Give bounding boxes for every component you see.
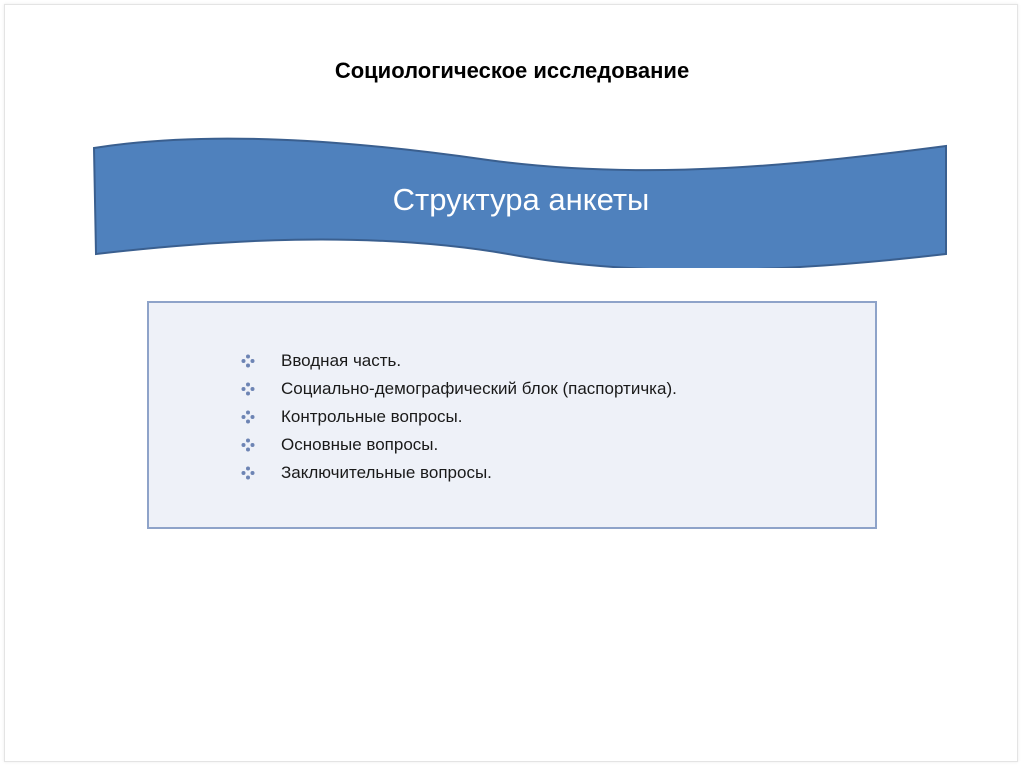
content-box	[147, 301, 877, 529]
banner-heading: Структура анкеты	[392, 182, 650, 217]
list-item-label: Основные вопросы.	[281, 435, 439, 454]
list-item-label: Контрольные вопросы.	[281, 407, 463, 426]
list-item-label: Социально-демографический блок (паспортичка).	[281, 379, 677, 398]
list-item-label: Вводная часть.	[281, 351, 402, 370]
diamond-bullet-icon	[241, 382, 255, 396]
diamond-bullet-icon	[241, 354, 255, 368]
list-item	[241, 375, 677, 403]
list-item	[241, 459, 677, 487]
diamond-bullet-icon	[241, 466, 255, 480]
slide-title: Социологическое исследование	[334, 58, 690, 83]
bullet-list	[241, 347, 677, 487]
diamond-bullet-icon	[241, 438, 255, 452]
wave-banner	[88, 132, 954, 268]
diamond-bullet-icon	[241, 410, 255, 424]
list-item	[241, 403, 677, 431]
list-item	[241, 347, 677, 375]
list-item	[241, 431, 677, 459]
list-item-label: Заключительные вопросы.	[281, 463, 492, 482]
